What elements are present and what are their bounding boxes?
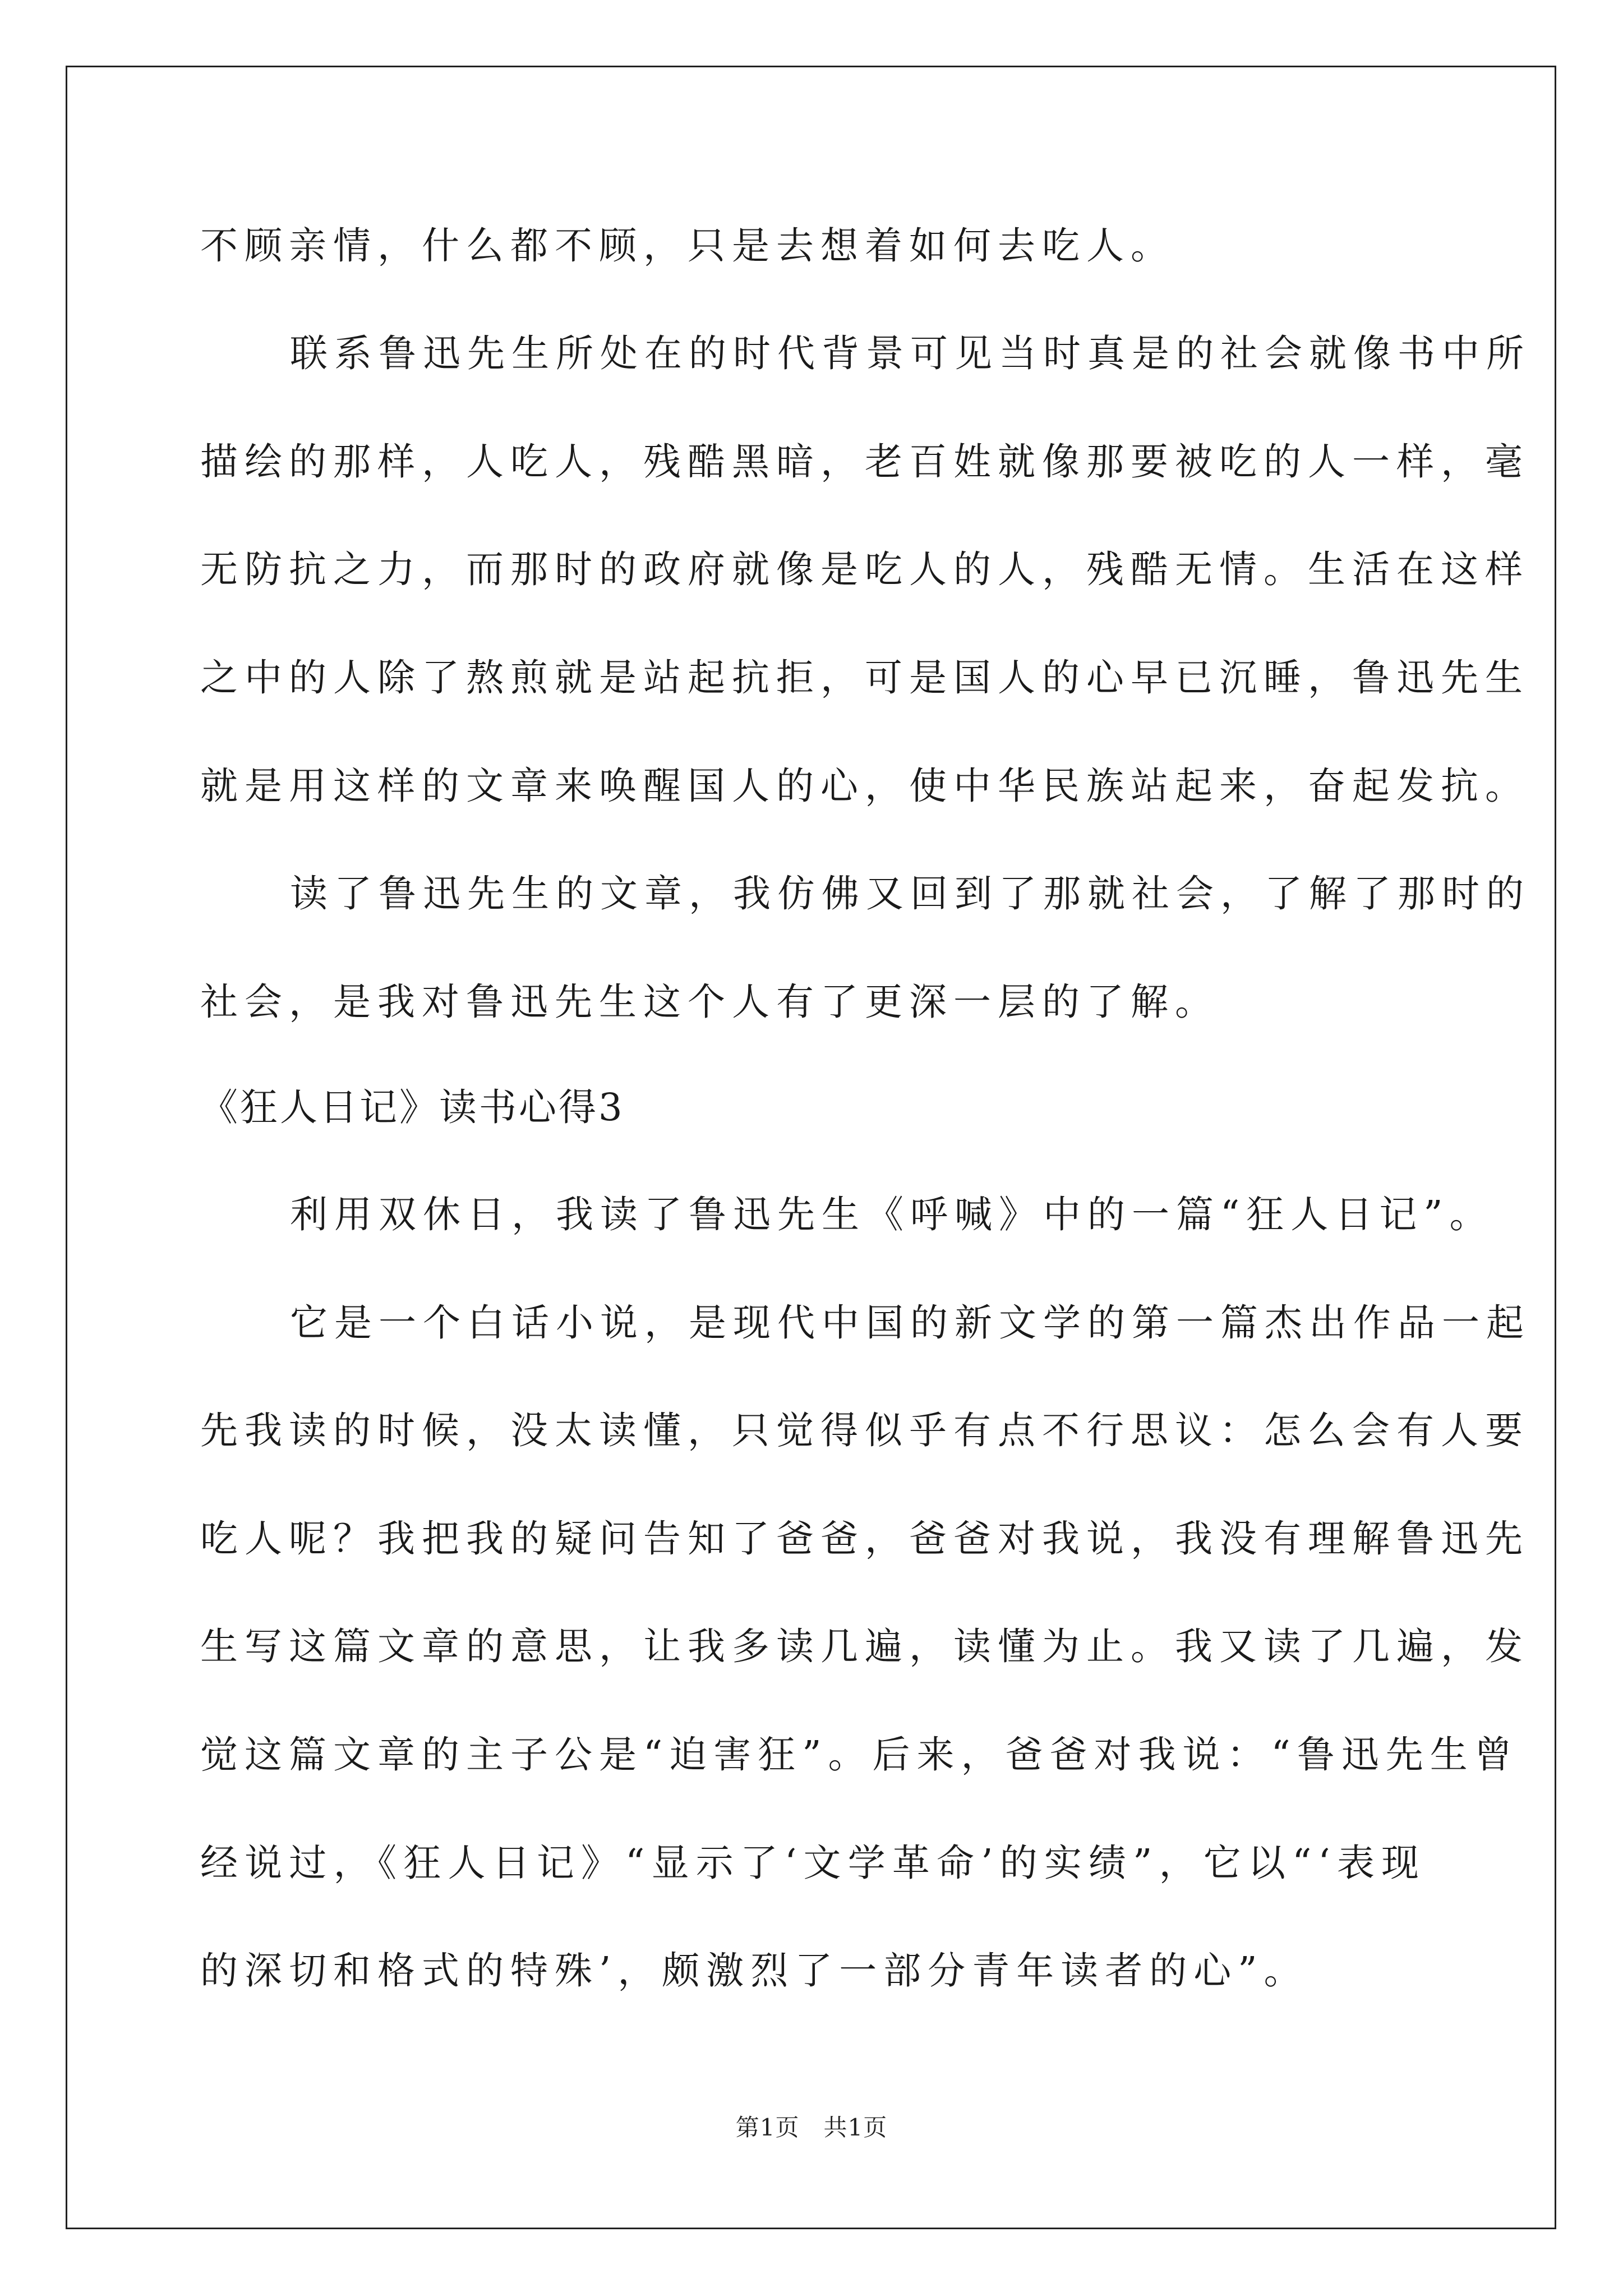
paragraph-line: 生写这篇文章的意思，让我多读几遍，读懂为止。我又读了几遍，发 [200, 1625, 1529, 1668]
paragraph-line: 经说过，《狂人日记》“显示了‘文学革命’的实绩”，它以“‘表现 [200, 1841, 1426, 1885]
paragraph-line: 它是一个白话小说，是现代中国的新文学的第一篇杰出作品一起 [290, 1301, 1530, 1345]
paragraph-line: 无防抗之力，而那时的政府就像是吃人的人，残酷无情。生活在这样 [200, 547, 1529, 591]
paragraph-line: 觉这篇文章的主子公是“迫害狂”。后来，爸爸对我说：“鲁迅先生曾 [200, 1733, 1519, 1777]
paragraph-line: 联系鲁迅先生所处在的时代背景可见当时真是的社会就像书中所 [290, 332, 1530, 375]
paragraph-line: 之中的人除了熬煎就是站起抗拒，可是国人的心早已沉睡，鲁迅先生 [200, 656, 1529, 700]
page-border [66, 66, 1556, 2229]
page-number: 第1页 共1页 [735, 2114, 888, 2141]
paragraph-line: 读了鲁迅先生的文章，我仿佛又回到了那就社会，了解了那时的 [290, 872, 1530, 915]
paragraph-line: 先我读的时候，没太读懂，只觉得似乎有点不行思议：怎么会有人要 [200, 1409, 1529, 1452]
paragraph-line: 吃人呢？我把我的疑问告知了爸爸，爸爸对我说，我没有理解鲁迅先 [200, 1517, 1529, 1561]
paragraph-line: 就是用这样的文章来唤醒国人的心，使中华民族站起来，奋起发抗。 [200, 764, 1529, 808]
section-heading: 《狂人日记》读书心得3 [200, 1085, 625, 1129]
paragraph-line: 社会，是我对鲁迅先生这个人有了更深一层的了解。 [200, 980, 1219, 1024]
paragraph-line: 不顾亲情，什么都不顾，只是去想着如何去吃人。 [200, 224, 1175, 268]
paragraph-line: 利用双休日，我读了鲁迅先生《呼喊》中的一篇“狂人日记”。 [290, 1193, 1494, 1236]
paragraph-line: 描绘的那样，人吃人，残酷黑暗，老百姓就像那要被吃的人一样，毫 [200, 440, 1529, 484]
paragraph-line: 的深切和格式的特殊’，颇激烈了一部分青年读者的心”。 [200, 1949, 1308, 1993]
